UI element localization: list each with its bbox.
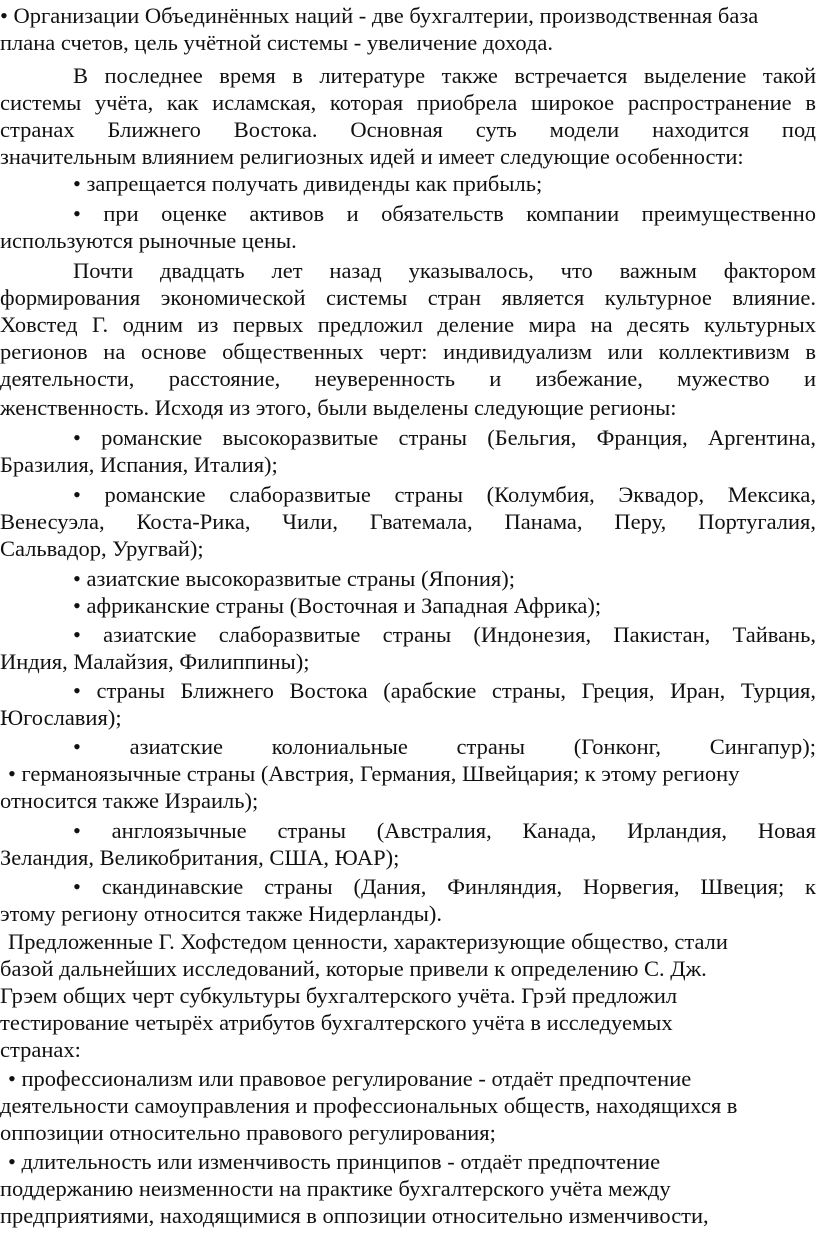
text-line: регионов на основе общественных черт: индивидуализм или коллективизм в [0,339,816,364]
text-line: тестирование четырёх атрибутов бухгалтерского учёта в исследуемых [0,1010,673,1035]
text-line: деятельности самоуправления и профессиональных обществ, находящихся в [0,1093,738,1118]
text-line: странах: [0,1037,81,1062]
text-line: Ховстед Г. одним из первых предложил деление мира на десять культурных [0,312,816,337]
text-line: оппозиции относительно правового регулирования; [0,1120,496,1145]
text-line: • Организации Объединённых наций - две бухгалтерии, производственная база [0,3,759,28]
text-line: Бразилия, Испания, Италия); [0,452,278,477]
text-line: относится также Израиль); [0,788,259,813]
text-line: Югославия); [0,705,122,730]
bullet-item: • профессионализм или правовое регулирование - отдаёт предпочтение [8,1066,692,1091]
bullet-item: • запрещается получать дивиденды как прибыль; [73,171,543,196]
text-line: используются рыночные цены. [0,228,297,253]
text-line: формирования экономической системы стран является культурное влияние. [0,285,816,310]
bullet-item: • скандинавские страны (Дания, Финляндия, Норвегия, Швеция; к [73,874,816,899]
bullet-item: • романские высокоразвитые страны (Бельгия, Франция, Аргентина, [73,425,816,450]
text-line: Почти двадцать лет назад указывалось, что важным фактором [73,258,816,283]
text-line: поддержанию неизменности на практике бухгалтерского учёта между [0,1176,671,1201]
text-line: этому региону относится также Нидерланды). [0,901,443,926]
bullet-item: • азиатские высокоразвитые страны (Япония); [73,566,515,591]
text-line: предприятиями, находящимися в оппозиции относительно изменчивости, [0,1203,709,1228]
text-line: плана счетов, цель учётной системы - увеличение дохода. [0,30,554,55]
text-line: Индия, Малайзия, Филиппины); [0,649,310,674]
bullet-item: • длительность или изменчивость принципов - отдаёт предпочтение [8,1149,661,1174]
text-line: странах Ближнего Востока. Основная суть модели находится под [0,117,816,142]
text-line: Сальвадор, Уругвай); [0,536,204,561]
text-line: базой дальнейших исследований, которые привели к определению С. Дж. [0,956,707,981]
bullet-item: • страны Ближнего Востока (арабские страны, Греция, Иран, Турция, [73,678,816,703]
text-line: деятельности, расстояние, неуверенность и избежание, мужество и [0,366,816,391]
text-line: значительным влиянием религиозных идей и имеет следующие особенности: [0,144,744,169]
text-line: Предложенные Г. Хофстедом ценности, характеризующие общество, стали [8,929,728,954]
text-line: Венесуэла, Коста-Рика, Чили, Гватемала, Панама, Перу, Португалия, [0,509,816,534]
bullet-item: • при оценке активов и обязательств компании преимущественно [73,201,816,226]
bullet-item: • азиатские слаборазвитые страны (Индонезия, Пакистан, Тайвань, [73,622,816,647]
bullet-item: • азиатские колониальные страны (Гонконг, Сингапур); [73,734,816,759]
text-line: женственность. Исходя из этого, были выделены следующие регионы: [0,395,677,420]
text-line: Зеландия, Великобритания, США, ЮАР); [0,845,400,870]
text-line: системы учёта, как исламская, которая приобрела широкое распространение в [0,90,816,115]
bullet-item: • германоязычные страны (Австрия, Германия, Швейцария; к этому региону [8,761,740,786]
text-line: В последнее время в литературе также встречается выделение такой [73,63,816,88]
bullet-item: • африканские страны (Восточная и Западная Африка); [73,593,602,618]
bullet-item: • романские слаборазвитые страны (Колумбия, Эквадор, Мексика, [73,482,816,507]
text-line: Грэем общих черт субкультуры бухгалтерского учёта. Грэй предложил [0,983,678,1008]
bullet-item: • англоязычные страны (Австралия, Канада, Ирландия, Новая [73,818,816,843]
